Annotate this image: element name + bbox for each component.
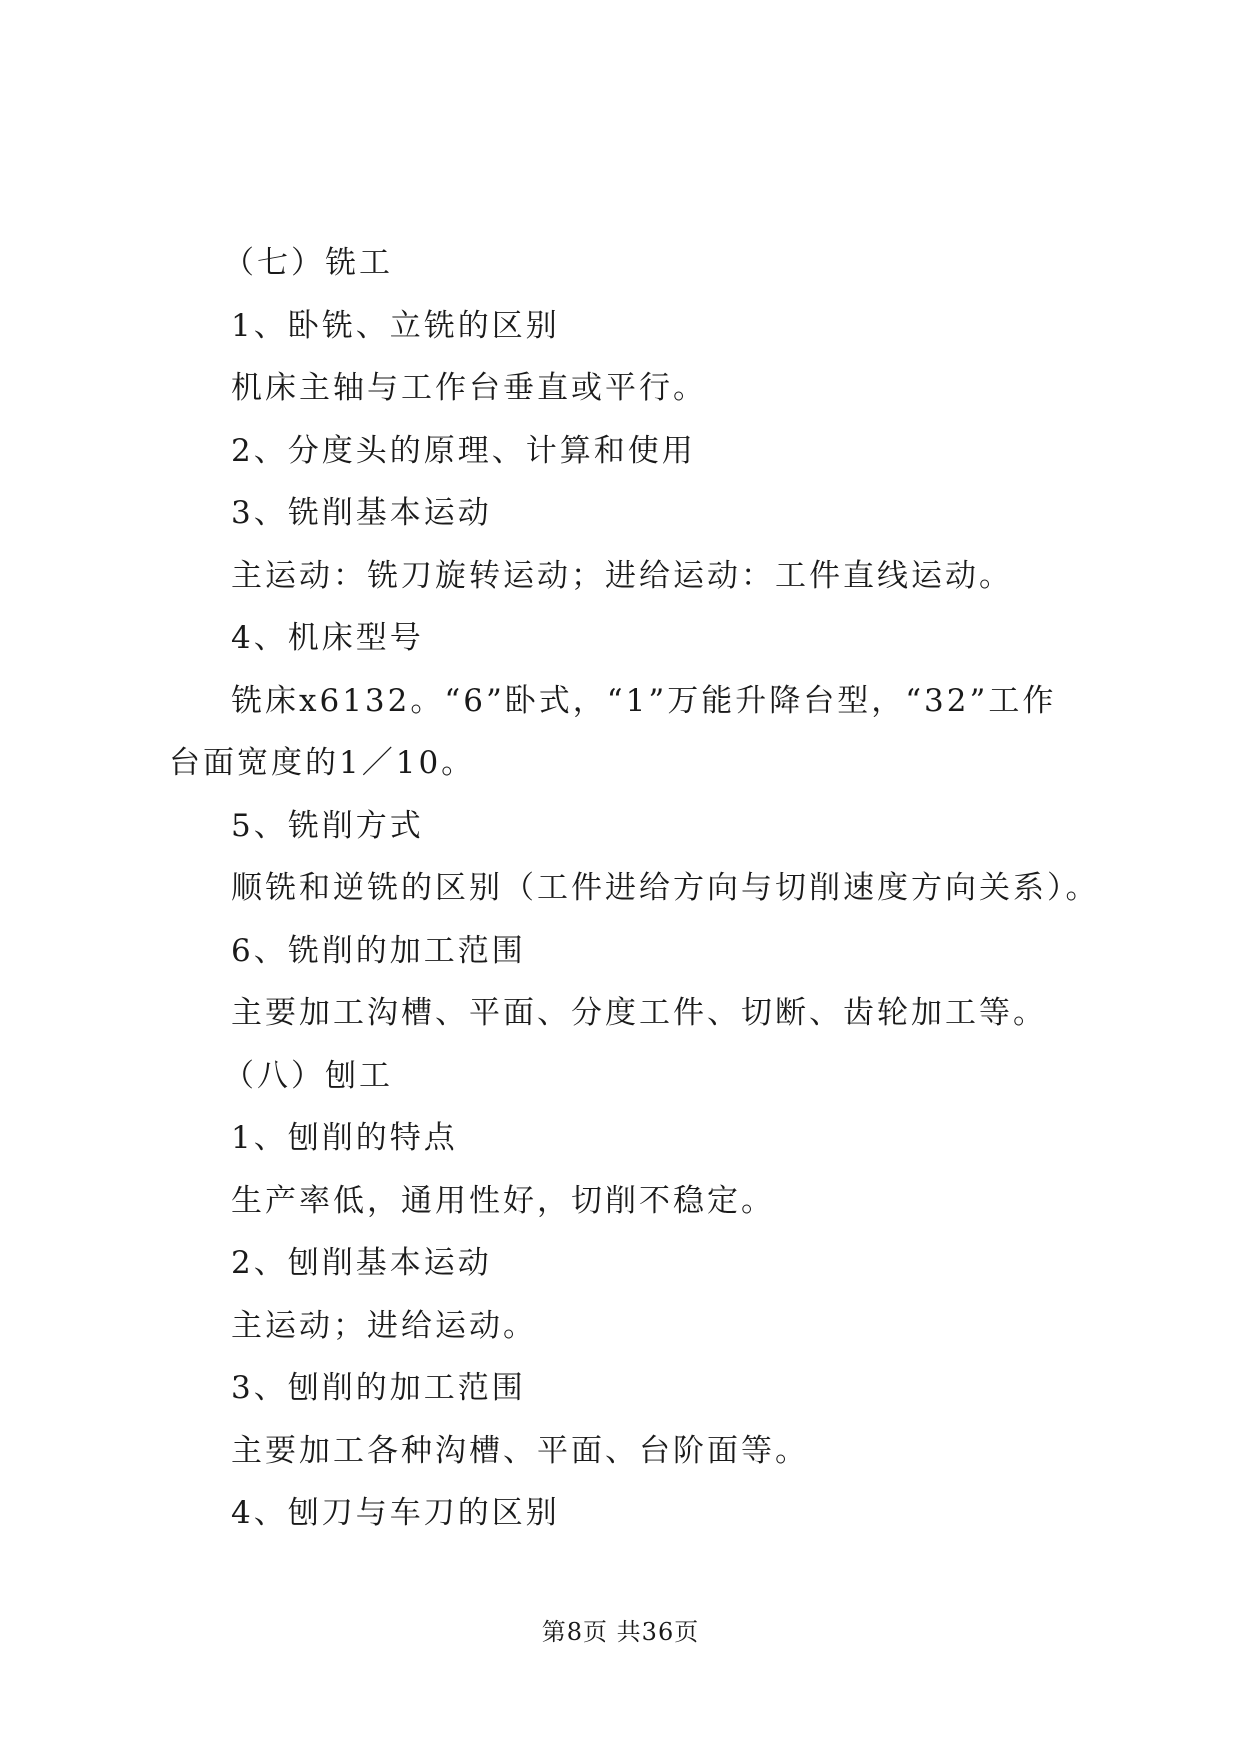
paragraph: 生产率低，通用性好，切削不稳定。 bbox=[231, 1182, 775, 1219]
item-heading: 2、分度头的原理、计算和使用 bbox=[231, 432, 696, 469]
paragraph: 顺铣和逆铣的区别（工件进给方向与切削速度方向关系）。 bbox=[231, 870, 1100, 906]
section-heading-planing: （八）刨工 bbox=[223, 1057, 393, 1094]
paragraph: 主要加工沟槽、平面、分度工件、切断、齿轮加工等。 bbox=[231, 995, 1047, 1031]
document-body bbox=[169, 232, 1100, 1545]
item-heading: 5、铣削方式 bbox=[231, 807, 424, 844]
item-heading: 2、刨削基本运动 bbox=[231, 1245, 492, 1281]
paragraph: 主要加工各种沟槽、平面、台阶面等。 bbox=[231, 1432, 809, 1469]
item-heading: 1、卧铣、立铣的区别 bbox=[231, 307, 560, 344]
section-heading-milling: （七）铣工 bbox=[223, 245, 393, 281]
paragraph: 机床主轴与工作台垂直或平行。 bbox=[231, 370, 707, 406]
item-heading: 3、铣削基本运动 bbox=[231, 495, 492, 531]
paragraph: 主运动；进给运动。 bbox=[231, 1307, 537, 1344]
item-heading: 4、刨刀与车刀的区别 bbox=[231, 1495, 560, 1531]
page-footer: 第8页 共36页 bbox=[541, 1618, 700, 1646]
item-heading: 4、机床型号 bbox=[231, 620, 424, 656]
item-heading: 3、刨削的加工范围 bbox=[231, 1370, 526, 1406]
paragraph: 主运动：铣刀旋转运动；进给运动：工件直线运动。 bbox=[231, 557, 1013, 594]
item-heading: 1、刨削的特点 bbox=[231, 1120, 458, 1156]
item-heading: 6、铣削的加工范围 bbox=[231, 932, 526, 969]
paragraph-machine-model: 铣床x6132。“6”卧式，“1”万能升降台型，“32”工作台面宽度的1／10。 bbox=[169, 682, 1057, 781]
